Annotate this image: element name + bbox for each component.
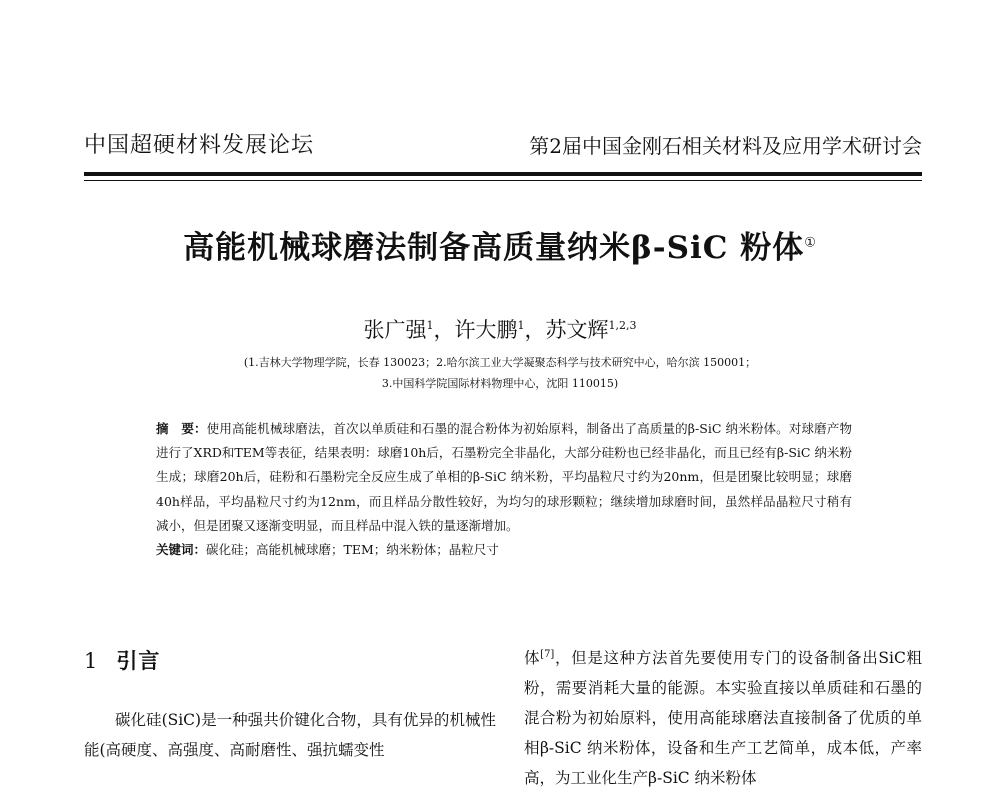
affiliation-line-1: (1.吉林大学物理学院，长春 130023；2.哈尔滨工业大学凝聚态科学与技术研究中心，哈尔滨 150001； <box>243 356 757 369</box>
keywords-text: 碳化硅；高能机械球磨；TEM；纳米粉体；晶粒尺寸 <box>206 542 499 558</box>
header-rule-thin <box>84 180 922 181</box>
title-footnote-mark: ① <box>804 235 817 251</box>
body-column-left <box>84 645 496 765</box>
abstract-block <box>156 417 852 562</box>
section-title: 引言 <box>116 648 161 673</box>
body-text-continued: ，但是这种方法首先要使用专门的设备制备出SiC粗粉，需要消耗大量的能源。本实验直接以单质硅和石墨的混合粉为初始原料，使用高能球磨法直接制备了优质的单相β-SiC 纳米粉体，设备和生产工艺简单，成本低，产率高，为工业化生产β-SiC 纳米粉体 <box>524 649 922 788</box>
abstract-label: 摘 要： <box>156 421 207 436</box>
header-conference-name: 第2届中国金刚石相关材料及应用学术研讨会 <box>529 134 922 158</box>
running-header <box>84 128 922 164</box>
author-affil-mark: 1 <box>426 319 434 332</box>
author-affil-mark: 1 <box>517 319 525 332</box>
author-name: 许大鹏 <box>454 318 518 342</box>
affiliation-line-2: 3.中国科学院国际材料物理中心，沈阳 110015) <box>381 377 619 390</box>
author-list <box>0 314 1000 344</box>
abstract-paragraph <box>156 417 852 538</box>
abstract-text: 使用高能机械球磨法，首次以单质硅和石墨的混合粉体为初始原料，制备出了高质量的β-SiC 纳米粉体。对球磨产物进行了XRD和TEM等表征，结果表明：球磨10h后，石墨粉完全非晶化，大部分硅粉也已经非晶化，而且已经有β-SiC 纳米粉生成；球磨20h后，硅粉和石墨粉完全反应生成了单相的β-SiC 纳米粉，平均晶粒尺寸约为20nm，但是团聚比较明显；球磨40h样品，平均晶粒尺寸约为12nm，而且样品分散性较好，为均匀的球形颗粒；继续增加球磨时间，虽然样品晶粒尺寸稍有减小，但是团聚又逐渐变明显，而且样品中混入铁的量逐渐增加。 <box>156 421 852 533</box>
section-heading <box>84 645 496 675</box>
author-name: 张广强 <box>363 318 427 342</box>
author-separator: ， <box>433 318 455 342</box>
keywords-label: 关键词： <box>156 542 207 558</box>
body-column-right <box>524 640 922 793</box>
author-affil-mark: 1,2,3 <box>608 319 637 332</box>
author-name: 苏文辉 <box>545 318 609 342</box>
header-rule-thick <box>84 172 922 176</box>
header-forum-name: 中国超硬材料发展论坛 <box>84 133 315 158</box>
section-number: 1 <box>84 649 99 673</box>
intro-paragraph: 碳化硅(SiC)是一种强共价键化合物，具有优异的机械性能(高硬度、高强度、高耐磨性、强抗蠕变性 <box>84 711 496 759</box>
paper-title <box>0 222 1000 267</box>
keywords-line <box>156 538 852 562</box>
body-text: 体 <box>524 649 541 668</box>
author-separator: ， <box>524 318 546 342</box>
paper-title-text: 高能机械球磨法制备高质量纳米β-SiC 粉体 <box>183 230 805 266</box>
citation-ref: [7] <box>540 649 555 660</box>
